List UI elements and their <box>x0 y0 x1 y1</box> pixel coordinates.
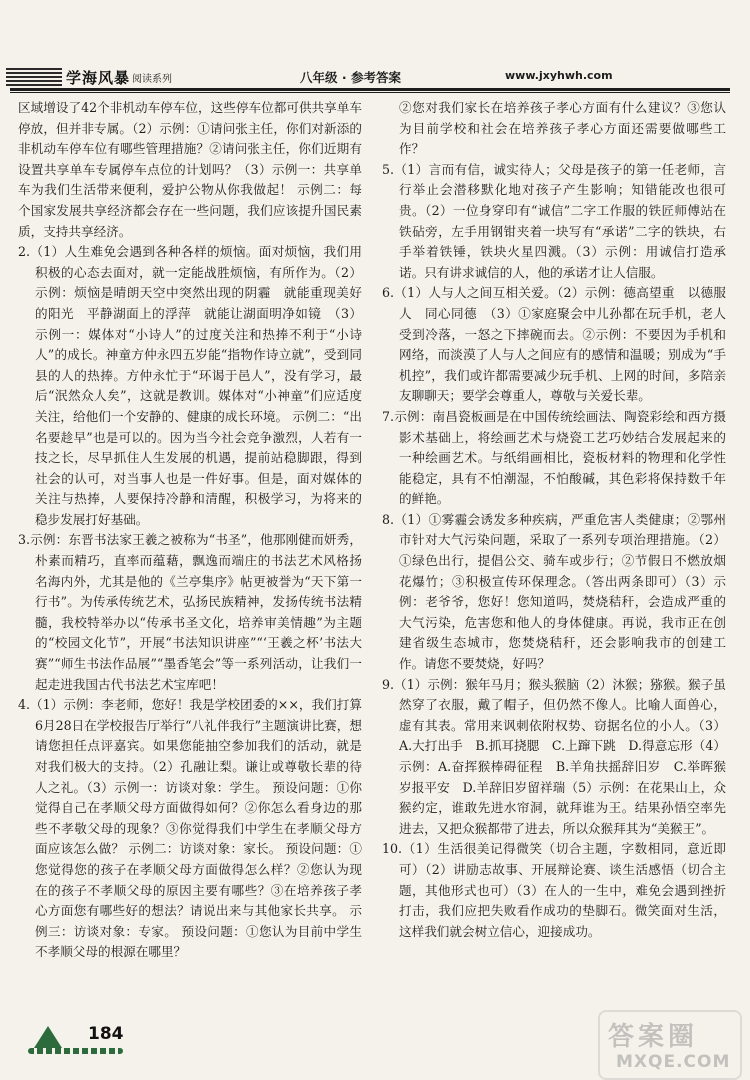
answer-paragraph: 2.（1）人生难免会遇到各种各样的烦恼。面对烦恼，我们用积极的心态去面对，就一定能战胜烦恼，有所作为。（2）示例：烦恼是晴朗天空中突然出现的阴霾 就能重现美好的阳光 平静湖面上的浮萍 就能让湖面明净如镜 （3）示例一：媒体对“小诗人”的过度关注和热捧不利于“小诗人”的成长。神童方仲永四五岁能“指物作诗立就”，受到同县的人的热捧。方仲永忙于“环谒于邑人”，没有学习，最后“泯然众人矣”，这就是教训。媒体对“小神童”们应适度关注，给他们一个安静的、健康的成长环境。 示例二：“出名要趁早”也是可以的。因为当今社会竞争激烈，人若有一技之长，尽早抓住人生发展的机遇，提前站稳脚跟，得到社会的认可，对当事人也是一件好事。但是，面对媒体的关注与热捧，人要保持冷静和清醒，积极学习，为将来的稳步发展打好基础。 <box>18 244 362 527</box>
grade-title: 八年级 · 参考答案 <box>300 70 401 85</box>
answer-paragraph: 区域增设了42个非机动车停车位，这些停车位都可供共享单车停放，但并非专属。（2）示例：①请问张主任，你们对新添的非机动车停车位有哪些管理措施？②请问张主任，你们近期有设置共享单车专属停车点位的计划吗？（3）示例一：共享单车为我们生活带来便利，爱护公物从你我做起！ 示例二：每个国家发展共享经济都会存在一些问题，我们应该提升国民素质，支持共享经济。 <box>18 100 362 239</box>
answer-paragraph: 3.示例：东晋书法家王羲之被称为“书圣”，他那刚健而妍秀，朴素而精巧，直率而蕴藉，飘逸而端庄的书法艺术风格扬名海内外，尤其是他的《兰亭集序》帖更被誉为“天下第一行书”。为传承传统艺术，弘扬民族精神，发扬传统书法精髓，我校特举办以“传承书圣文化，培养审美情趣”为主题的“校园文化节”，开展“书法知识讲座”“‘王羲之杯’书法大赛”“师生书法作品展”“墨香笔会”等一系列活动，让我们一起走进我国古代书法艺术宝库吧！ <box>18 532 362 692</box>
answer-paragraph: 6.（1）人与人之间互相关爱。（2）示例：德高望重 以德服人 同心同德 （3）①家庭聚会中儿孙都在玩手机，老人受到冷落，一怒之下摔碗而去。②示例：不要因为手机和网络，而淡漠了人与人之间应有的感情和温暖；别成为“手机控”，我们或许都需要减少玩手机、上网的时间，多陪亲友聊聊天；要学会尊重人，尊敬与关爱长辈。 <box>382 285 726 404</box>
site-url: www.jxyhwh.com <box>505 69 613 82</box>
brand-logo <box>6 66 172 88</box>
watermark-logo <box>598 1010 742 1080</box>
answer-paragraph: 10.（1）生活很美记得微笑（切合主题，字数相同，意近即可）（2）讲励志故事、开展辩论赛、谈生活感悟（切合主题，其他形式也可）（3）在人的一生中，难免会遇到挫折打击，我们应把失败看作成功的垫脚石。微笑面对生活，这样我们就会树立信心，迎接成功。 <box>382 841 726 939</box>
answer-paragraph: 4.（1）示例：李老师，您好！我是学校团委的××，我们打算6月28日在学校报告厅举行“八礼伴我行”主题演讲比赛，想请您担任点评嘉宾。如果您能抽空参加我们的活动，就是对我们极大的支持。（2）孔融让梨。谦让或尊敬长辈的待人之礼。（3）示例一：访谈对象：学生。 预设问题：①你觉得自己在孝顺父母方面做得如何？②你怎么看身边的那些不孝敬父母的现象？③你觉得我们中学生在孝顺父母方面应该怎么做？ 示例二：访谈对象：家长。 预设问题：①您觉得您的孩子在孝顺父母方面做得怎么样？②您认为现在的孩子不孝顺父母的原因主要有哪些？③在培养孩子孝心方面您有哪些好的想法？请说出来与其他家长共享。 示例三：访谈对象：专家。 预设问题：①您认为目前中学生不孝顺父母的根源在哪里？ <box>18 697 362 960</box>
watermark-bottom-text: MXQE.COM <box>616 1052 731 1072</box>
header-divider-thin <box>10 92 730 93</box>
sailboat-icon <box>34 1026 62 1048</box>
page-header <box>0 0 750 96</box>
answer-column-left <box>18 98 362 963</box>
brand-stripes-icon <box>6 68 62 86</box>
page-number: 184 <box>88 1024 124 1044</box>
brand-name: 学海风暴 <box>66 68 131 87</box>
answer-paragraph: 8.（1）①雾霾会诱发多种疾病，严重危害人类健康；②鄂州市针对大气污染问题，采取了一系列专项治理措施。（2）①绿色出行，提倡公交、骑车或步行；②节假日不燃放烟花爆竹；③积极宣传环保理念。（答出两条即可）（3）示例：老爷爷，您好！您知道吗，焚烧秸秆，会造成严重的大气污染，危害您和他人的身体健康。再说，我市正在创建省级生态城市，您焚烧秸秆，还会影响我市的创建工作。请您不要焚烧，好吗？ <box>382 511 726 672</box>
answer-paragraph: 9.（1）示例：猴年马月；猴头猴脑（2）沐猴；猕猴。猴子虽然穿了衣服，戴了帽子，但仍然不像人。比喻人面兽心，虚有其表。常用来讽刺依附权势、窃据名位的小人。（3）A.大打出手 B.抓耳挠腮 C.上蹿下跳 D.得意忘形（4）示例：A.奋挥猴棒碍征程 B.羊角扶摇辞旧岁 C.举晖猴岁报平安 D.羊辞旧岁留祥瑞（5）示例：在花果山上，众猴约定，谁敢先进水帘洞，就拜谁为王。结果孙悟空率先进去，又把众猴都带了进去，所以众猴拜其为“美猴王”。 <box>382 676 726 836</box>
wave-icon <box>28 1048 123 1054</box>
brand-series: 阅读系列 <box>132 73 173 85</box>
answer-paragraph: 5.（1）言而有信，诚实待人；父母是孩子的第一任老师，言行举止会潜移默化地对孩子产生影响；知错能改也很可贵。（2）一位身穿印有“诚信”二字工作服的铁匠师傅站在铁砧旁，左手用钢钳夹着一块写有“承诺”二字的铁块，右手举着铁锤，铁块火星四溅。（3）示例：用诚信打造承诺。只有讲求诚信的人，他的承诺才让人信服。 <box>382 161 726 280</box>
answer-paragraph: 7.示例：南昌瓷板画是在中国传统绘画法、陶瓷彩绘和西方摄影术基础上，将绘画艺术与烧瓷工艺巧妙结合发展起来的一种绘画艺术。与纸绢画相比，瓷板材料的物理和化学性能稳定，具有不怕潮湿，不怕酸碱，其色彩将保持数千年的鲜艳。 <box>382 408 726 507</box>
watermark-top-text: 答案圈 <box>608 1022 699 1052</box>
answer-paragraph: ②您对我们家长在培养孩子孝心方面有什么建议？③您认为目前学校和社会在培养孩子孝心方面还需要做哪些工作？ <box>399 100 726 157</box>
answer-column-right <box>382 98 726 942</box>
page-footer <box>28 1020 138 1060</box>
header-divider <box>10 88 730 91</box>
